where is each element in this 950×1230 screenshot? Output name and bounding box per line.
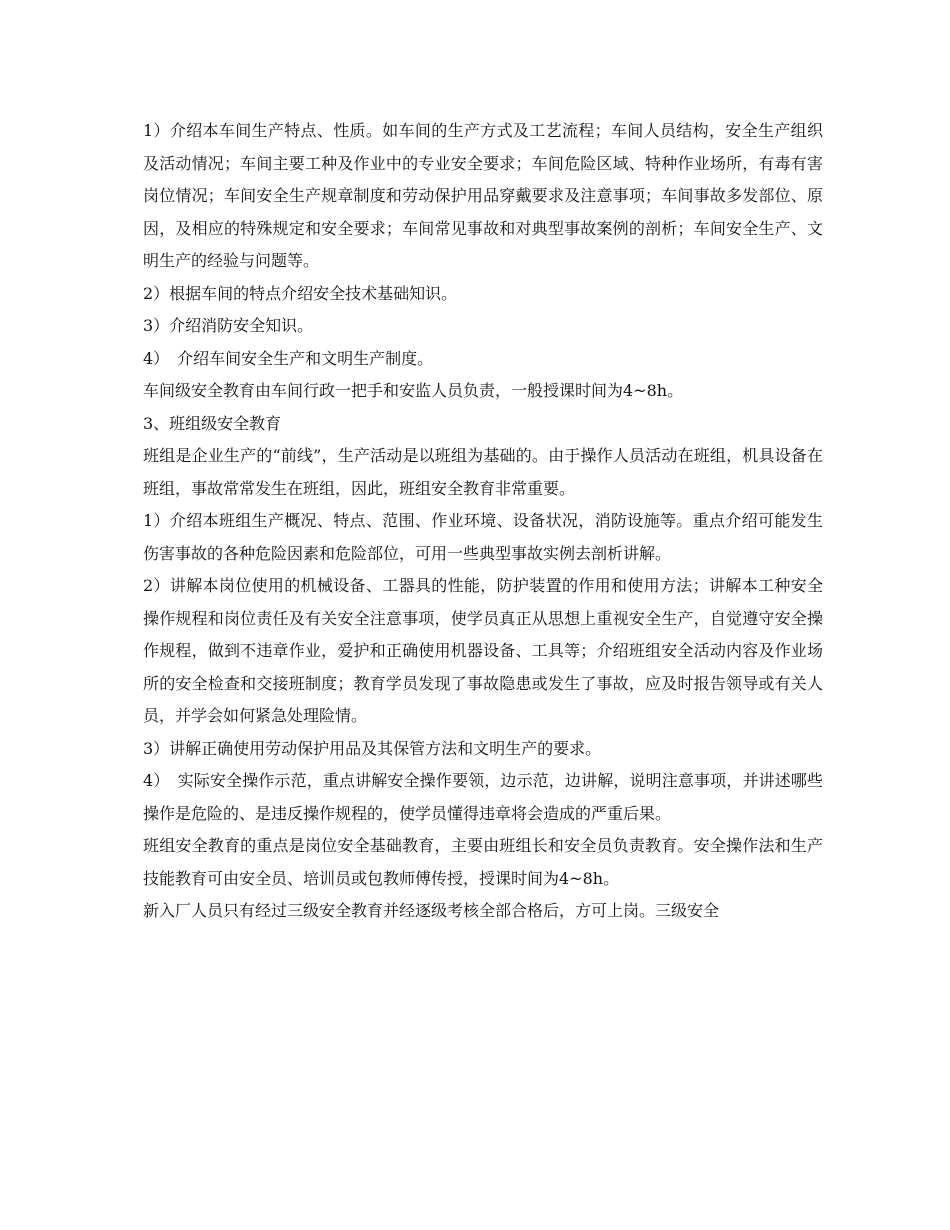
paragraph-new-hire: 新入厂人员只有经过三级安全教育并经逐级考核全部合格后，方可上岗。三级安全	[143, 901, 720, 920]
document-body	[143, 115, 823, 928]
paragraph-workshop-intro: 1）介绍本车间生产特点、性质。如车间的生产方式及工艺流程；车间人员结构，安全生产组织及活动情况；车间主要工种及作业中的专业安全要求；车间危险区域、特种作业场所，有毒有害岗位情况；车间安全生产规章制度和劳动保护用品穿戴要求及注意事项；车间事故多发部位、原因，及相应的特殊规定和安全要求；车间常见事故和对典型事故案例的剖析；车间安全生产、文明生产的经验与问题等。	[143, 121, 823, 270]
paragraph-workshop-responsibility: 车间级安全教育由车间行政一把手和安监人员负责，一般授课时间为4~8h。	[143, 381, 684, 400]
paragraph-operation-demo: 4） 实际安全操作示范，重点讲解安全操作要领，边示范，边讲解，说明注意事项，并讲述哪些操作是危险的、是违反操作规程的，使学员懂得违章将会造成的严重后果。	[143, 771, 823, 823]
paragraph-fire-safety: 3）介绍消防安全知识。	[143, 316, 314, 335]
paragraph-team-focus: 班组安全教育的重点是岗位安全基础教育，主要由班组长和安全员负责教育。安全操作法和生产技能教育可由安全员、培训员或包教师傅传授，授课时间为4~8h。	[143, 836, 823, 888]
paragraph-workshop-rules: 4） 介绍车间安全生产和文明生产制度。	[143, 348, 434, 368]
paragraph-equipment-explanation: 2）讲解本岗位使用的机械设备、工器具的性能，防护装置的作用和使用方法；讲解本工种安全操作规程和岗位责任及有关安全注意事项，使学员真正从思想上重视安全生产，自觉遵守安全操作规程，做到不违章作业，爱护和正确使用机器设备、工具等；介绍班组安全活动内容及作业场所的安全检查和交接班制度；教育学员发现了事故隐患或发生了事故，应及时报告领导或有关人员，并学会如何紧急处理险情。	[143, 576, 823, 725]
section-heading-team-education: 3、班组级安全教育	[143, 413, 282, 433]
paragraph-protective-equipment: 3）讲解正确使用劳动保护用品及其保管方法和文明生产的要求。	[143, 738, 602, 758]
paragraph-safety-basics: 2）根据车间的特点介绍安全技术基础知识。	[143, 283, 458, 303]
paragraph-team-overview: 1）介绍本班组生产概况、特点、范围、作业环境、设备状况，消防设施等。重点介绍可能发生伤害事故的各种危险因素和危险部位，可用一些典型事故实例去剖析讲解。	[143, 511, 823, 563]
paragraph-team-frontline: 班组是企业生产的“前线”，生产活动是以班组为基础的。由于操作人员活动在班组，机具设备在班组，事故常常发生在班组，因此，班组安全教育非常重要。	[143, 446, 823, 498]
